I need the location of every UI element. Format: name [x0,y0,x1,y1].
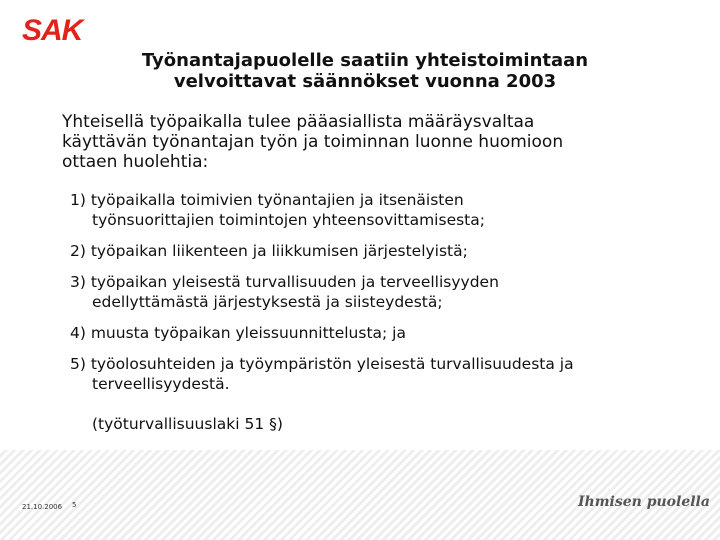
list-item [70,190,670,230]
list-item-line: 4) muusta työpaikan yleissuunnittelusta; ja [70,324,406,342]
intro-text [62,112,662,172]
intro-line: käyttävän työnantajan työn ja toiminnan luonne huomioon [62,132,564,152]
list-item-line: 2) työpaikan liikenteen ja liikkumisen järjestelyistä; [70,242,468,260]
intro-line: ottaen huolehtia: [62,152,209,172]
page-number: 5 [72,501,77,509]
list-item [70,272,670,312]
list-item-line: 1) työpaikalla toimivien työnantajien ja itsenäisten [70,191,464,209]
footer-date: 21.10.2006 [22,503,63,511]
title-line: velvoittavat säännökset vuonna 2003 [173,71,557,92]
requirements-list [70,190,670,405]
sak-logo: SAK [22,14,83,47]
title-line: Työnantajapuolelle saatiin yhteistoimintaan [141,50,589,71]
list-item-line: 5) työolosuhteiden ja työympäristön yleisestä turvallisuudesta ja [70,355,574,373]
footer-tagline: Ihmisen puolella [578,494,710,510]
list-item-line: 3) työpaikan yleisestä turvallisuuden ja terveellisyyden [70,273,499,291]
list-item-line: edellyttämästä järjestyksestä ja siisteydestä; [92,293,443,311]
slide-title [100,50,630,92]
law-reference: (työturvallisuuslaki 51 §) [92,415,283,433]
list-item [70,241,670,261]
list-item [70,354,670,394]
list-item-line: työnsuorittajien toimintojen yhteensovittamisesta; [92,211,485,229]
list-item-line: terveellisyydestä. [92,375,230,393]
list-item [70,323,670,343]
intro-line: Yhteisellä työpaikalla tulee pääasiallista määräysvaltaa [62,112,535,132]
